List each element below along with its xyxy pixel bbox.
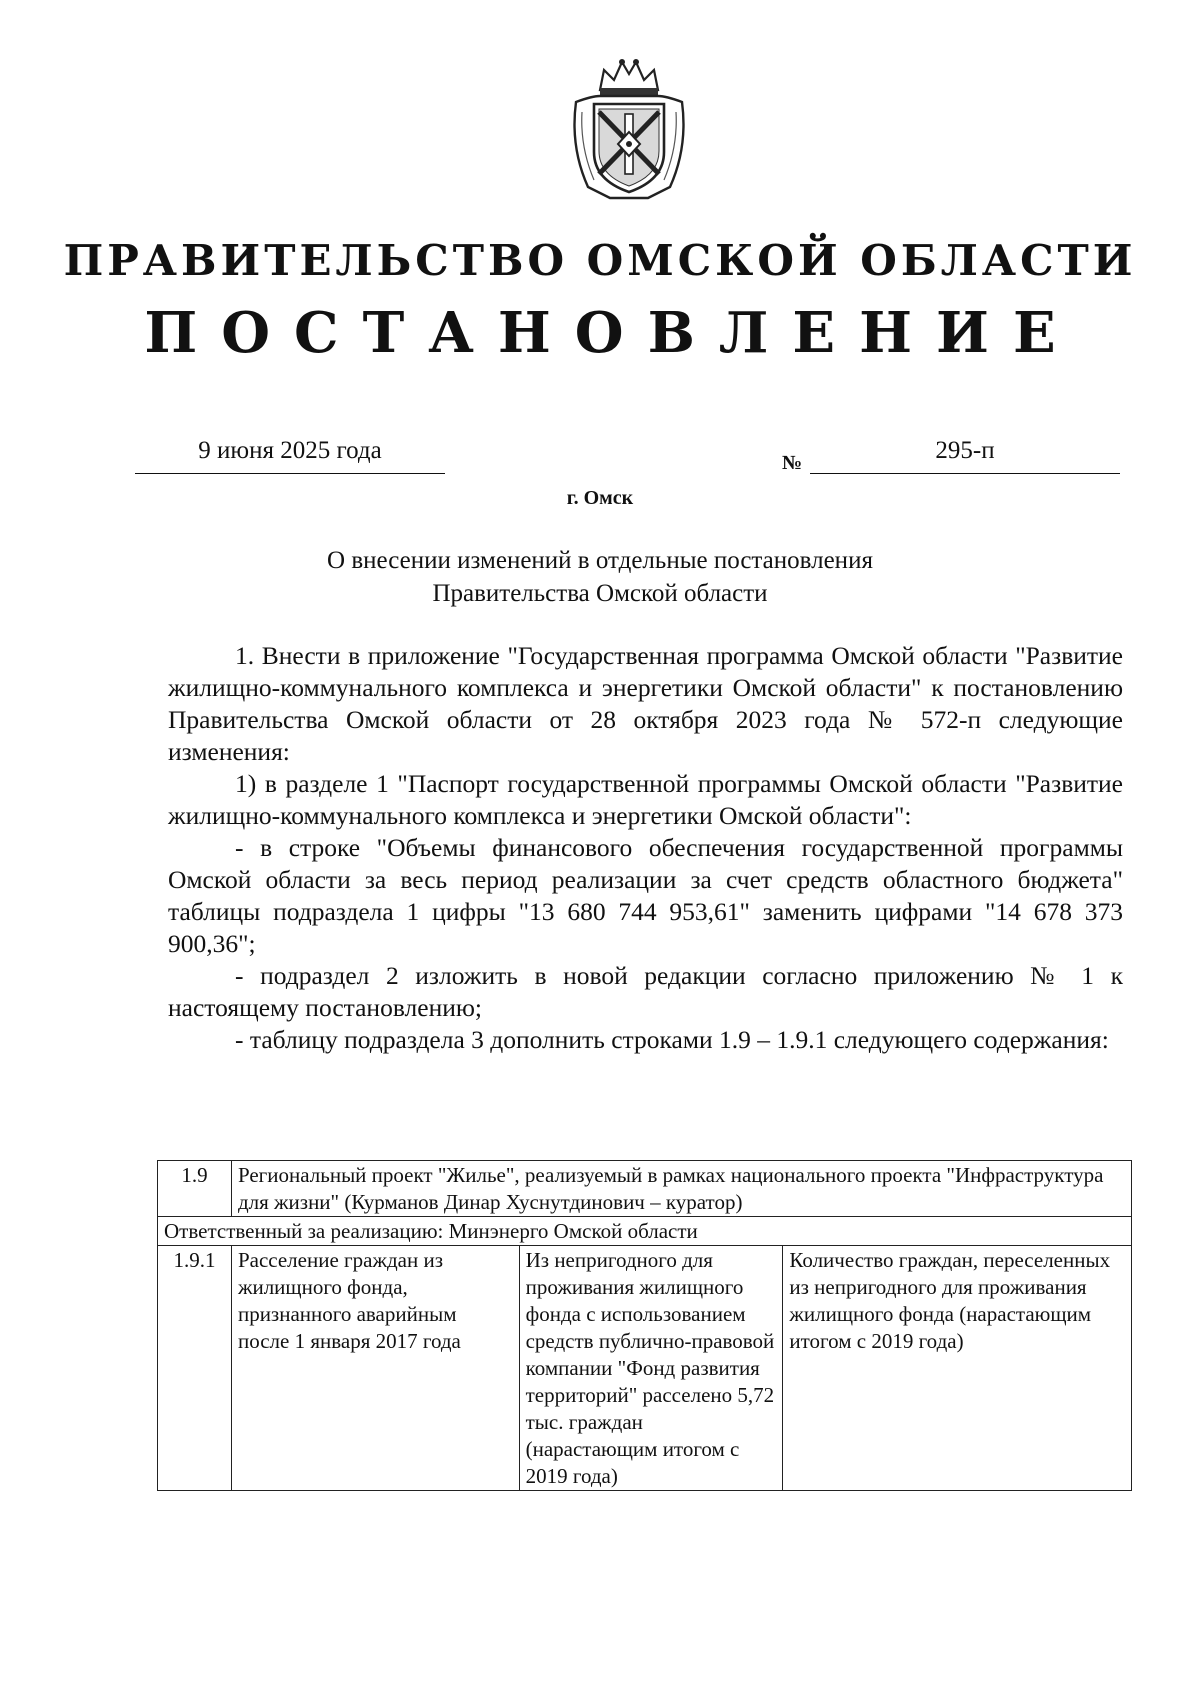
- document-type: ПОСТАНОВЛЕНИЕ: [144, 300, 1080, 366]
- program-table: [157, 1160, 1132, 1491]
- responsible-cell: Ответственный за реализацию: Минэнерго Омской области: [158, 1217, 1132, 1246]
- indicator-cell: Количество граждан, переселенных из непригодного для проживания жилищного фонда (нарастающим итогом с 2019 года): [783, 1246, 1132, 1491]
- row-number: 1.9.1: [158, 1246, 232, 1491]
- paragraph: 1. Внести в приложение "Государственная программа Омской области "Развитие жилищно-коммунального комплекса и энергетики Омской области" к постановлению Правительства Омской области от 28 октября 2023 года № 572-п следующие изменения:: [168, 641, 1123, 766]
- document-subject: [0, 544, 1200, 610]
- number-sign: №: [782, 452, 803, 474]
- table-row: [158, 1246, 1132, 1491]
- document-date: 9 июня 2025 года: [135, 437, 445, 474]
- coat-of-arms-icon: [570, 52, 688, 202]
- table-row: [158, 1217, 1132, 1246]
- paragraph: 1) в разделе 1 "Паспорт государственной программы Омской области "Развитие жилищно-коммунального комплекса и энергетики Омской области":: [168, 769, 1123, 830]
- document-number: 295-п: [810, 437, 1120, 474]
- project-title-cell: Региональный проект "Жилье", реализуемый в рамках национального проекта "Инфраструктура для жизни" (Курманов Динар Хуснутдинович – куратор): [231, 1161, 1131, 1217]
- subject-line-1: О внесении изменений в отдельные постановления: [327, 547, 873, 574]
- paragraph: - таблицу подраздела 3 дополнить строками 1.9 – 1.9.1 следующего содержания:: [235, 1025, 1109, 1054]
- result-cell: Из непригодного для проживания жилищного фонда с использованием средств публично-правовой компании "Фонд развития территорий" расселено 5,72 тыс. граждан (нарастающим итогом с 2019 года): [519, 1246, 783, 1491]
- government-title: ПРАВИТЕЛЬСТВО ОМСКОЙ ОБЛАСТИ: [63, 236, 1137, 285]
- paragraph: - подраздел 2 изложить в новой редакции согласно приложению № 1 к настоящему постановлению;: [168, 961, 1123, 1022]
- document-body: [168, 640, 1123, 1056]
- table-row: [158, 1161, 1132, 1217]
- subject-line-2: Правительства Омской области: [432, 580, 768, 607]
- task-cell: Расселение граждан из жилищного фонда, признанного аварийным после 1 января 2017 года: [231, 1246, 519, 1491]
- document-city: г. Омск: [566, 487, 634, 509]
- row-number: 1.9: [158, 1161, 232, 1217]
- paragraph: - в строке "Объемы финансового обеспечения государственной программы Омской области за весь период реализации за счет средств областного бюджета" таблицы подраздела 1 цифры "13 680 744 953,61" заменить цифрами "14 678 373 900,36";: [168, 833, 1123, 958]
